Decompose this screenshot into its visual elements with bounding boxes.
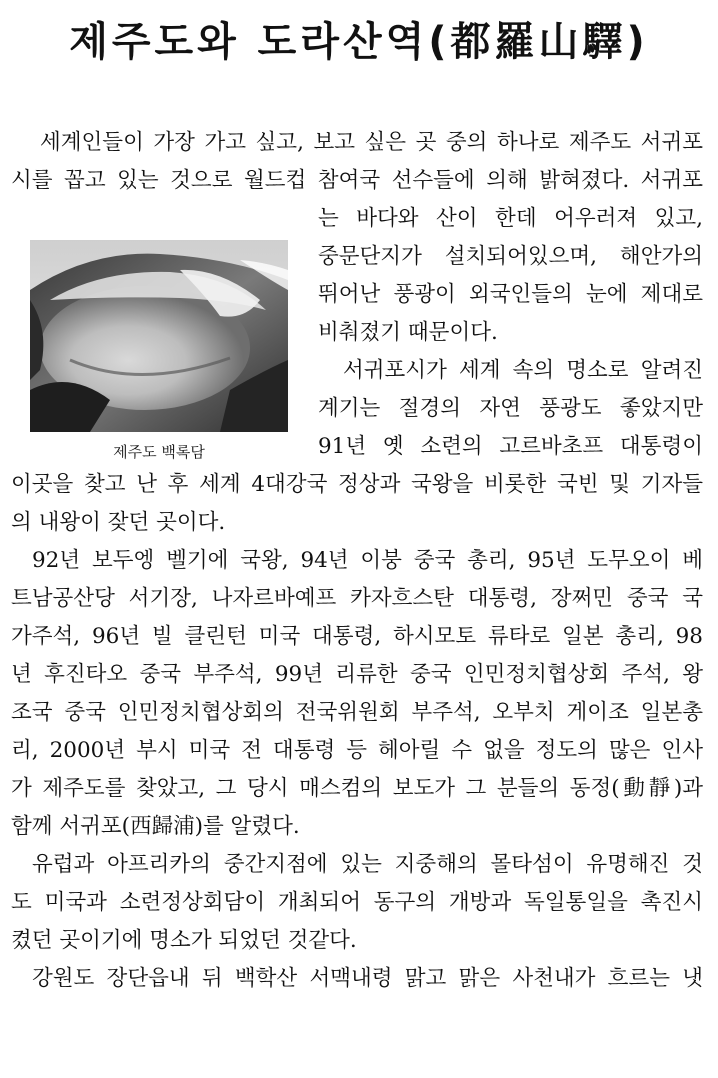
body-text-line: 리, 2000년 부시 미국 전 대통령 등 헤아릴 수 없을 정도의 많은 인사 (11, 738, 703, 763)
body-text-line: 92년 보두엥 벨기에 국왕, 94년 이붕 중국 총리, 95년 도무오이 베 (32, 548, 703, 573)
body-text-line: 세계인들이 가장 가고 싶고, 보고 싶은 곳 중의 하나로 제주도 서귀포 (40, 130, 703, 155)
crater-photo (30, 240, 288, 432)
body-text-line: 트남공산당 서기장, 나자르바예프 카자흐스탄 대통령, 장쩌민 중국 국 (11, 586, 703, 611)
body-text-line: 는 바다와 산이 한데 어우러져 있고, (318, 206, 703, 231)
body-text-line: 시를 꼽고 있는 것으로 월드컵 참여국 선수들에 의해 밝혀졌다. 서귀포 (11, 168, 703, 193)
body-text-line: 가주석, 96년 빌 클린턴 미국 대통령, 하시모토 류타로 일본 총리, 98 (11, 624, 703, 649)
body-text-line: 켰던 곳이기에 명소가 되었던 것같다. (11, 928, 357, 953)
body-text-line: 가 제주도를 찾았고, 그 당시 매스컴의 보도가 그 분들의 동정(動靜)과 (11, 776, 703, 801)
body-text-line: 도 미국과 소련정상회담이 개최되어 동구의 개방과 독일통일을 촉진시 (11, 890, 703, 915)
body-text-line: 함께 서귀포(西歸浦)를 알렸다. (11, 814, 300, 839)
body-text-line: 중문단지가 설치되어있으며, 해안가의 (318, 244, 703, 269)
article-title: 제주도와 도라산역(都羅山驛) (69, 19, 649, 65)
body-text-line: 유럽과 아프리카의 중간지점에 있는 지중해의 몰타섬이 유명해진 것 (32, 852, 703, 877)
body-text-line: 의 내왕이 잦던 곳이다. (11, 510, 226, 535)
body-text-line: 뛰어난 풍광이 외국인들의 눈에 제대로 (318, 282, 703, 307)
body-text-line: 조국 중국 인민정치협상회의 전국위원회 부주석, 오부치 게이조 일본총 (11, 700, 703, 725)
body-text-line: 이곳을 찾고 난 후 세계 4대강국 정상과 국왕을 비롯한 국빈 및 기자들 (11, 472, 703, 497)
body-text-line: 서귀포시가 세계 속의 명소로 알려진 (343, 358, 703, 383)
photo-caption: 제주도 백록담 (113, 443, 205, 461)
body-text-line: 비춰졌기 때문이다. (318, 320, 498, 345)
body-text-line: 계기는 절경의 자연 풍광도 좋았지만 (318, 396, 703, 421)
body-text-line: 강원도 장단읍내 뒤 백학산 서맥내령 맑고 맑은 사천내가 흐르는 냇 (32, 966, 703, 991)
body-text-line: 년 후진타오 중국 부주석, 99년 리류한 중국 인민정치협상회 주석, 왕 (11, 662, 703, 687)
body-text-line: 91년 옛 소련의 고르바초프 대통령이 (318, 434, 703, 459)
